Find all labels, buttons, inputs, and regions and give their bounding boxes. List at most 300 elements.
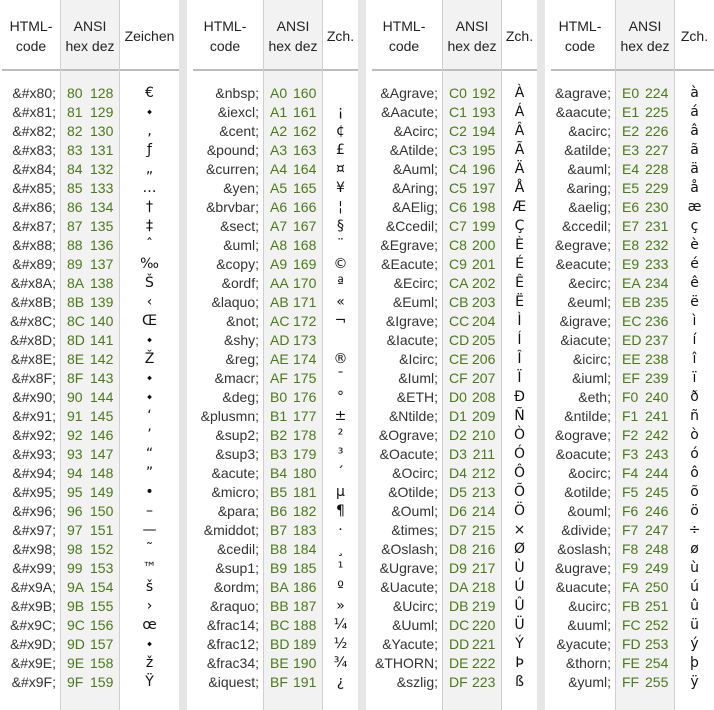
ansi-dec-value: 245 (645, 484, 669, 500)
ansi-dec-value: 140 (90, 313, 114, 329)
character-glyph: Ø (513, 541, 526, 557)
html-code-cell: &Uacute; (380, 579, 438, 595)
char-header-label: Zch. (326, 28, 355, 44)
character-glyph: £ (336, 142, 345, 158)
ansi-dec-value: 130 (90, 123, 114, 139)
html-code-cell: &#x8F; (11, 370, 56, 386)
ansi-dec-value: 188 (293, 617, 317, 633)
character-glyph: ¾ (333, 655, 348, 671)
ansi-header-line2: hex dez (65, 38, 115, 54)
html-code-cell: &oslash; (557, 541, 611, 557)
ansi-cell (61, 388, 119, 407)
ansi-dec-value: 158 (90, 655, 114, 671)
ansi-cell (264, 483, 322, 502)
ansi-cell (616, 521, 674, 540)
ansi-dec-value: 196 (472, 161, 496, 177)
ansi-dec-value: 234 (645, 275, 669, 291)
character-glyph: Ï (517, 370, 522, 386)
ansi-cell (61, 445, 119, 464)
ansi-hex-value: 8B (67, 294, 85, 310)
ansi-cell (443, 635, 501, 654)
html-code-cell: &otilde; (564, 484, 611, 500)
ansi-dec-value: 170 (293, 275, 317, 291)
ansi-hex-value: CE (449, 351, 469, 367)
ansi-dec-value: 162 (293, 123, 317, 139)
header-rule (372, 69, 442, 71)
html-code-cell: &#x9B; (10, 598, 56, 614)
ansi-dec-value: 173 (293, 332, 317, 348)
character-glyph: » (336, 598, 345, 614)
ansi-hex-value: C6 (449, 199, 467, 215)
ansi-hex-value: 98 (67, 541, 83, 557)
ansi-cell (443, 521, 501, 540)
html-code-cell: &#x83; (12, 142, 56, 158)
ansi-column (60, 0, 120, 710)
character-glyph: ô (690, 465, 699, 481)
ansi-dec-value: 154 (90, 579, 114, 595)
character-glyph: µ (336, 484, 345, 500)
ansi-hex-value: E0 (622, 85, 640, 101)
ansi-cell (443, 616, 501, 635)
html-code-cell: &iuml; (572, 370, 611, 386)
html-code-cell: &ograve; (554, 427, 611, 443)
character-glyph: Ð (514, 389, 525, 405)
ansi-dec-value: 146 (90, 427, 114, 443)
ansi-dec-value: 142 (90, 351, 114, 367)
character-glyph: Ö (513, 503, 526, 519)
character-glyph: × (513, 522, 526, 538)
character-glyph: ¡ (337, 104, 344, 120)
ansi-hex-value: E5 (622, 180, 640, 196)
character-glyph: ‘ (147, 408, 152, 424)
html-code-cell: &macr; (214, 370, 259, 386)
ansi-cell (616, 578, 674, 597)
ansi-cell (616, 540, 674, 559)
header-rule (502, 69, 537, 71)
ansi-cell (61, 141, 119, 160)
ansi-hex-value: 99 (67, 560, 83, 576)
ansi-dec-value: 134 (90, 199, 114, 215)
ansi-hex-value: D4 (449, 465, 467, 481)
character-glyph: Þ (515, 655, 524, 671)
character-glyph: « (336, 294, 345, 310)
character-glyph: È (515, 237, 524, 253)
ansi-dec-value: 208 (472, 389, 496, 405)
ansi-column (615, 0, 675, 710)
html-code-cell: &#x9F; (11, 674, 56, 690)
html-code-cell: &#x9D; (10, 636, 56, 652)
ansi-cell (264, 312, 322, 331)
ansi-cell (616, 369, 674, 388)
html-code-cell: &Ntilde; (388, 408, 438, 424)
html-code-cell: &para; (217, 503, 259, 519)
ansi-cell (616, 122, 674, 141)
ansi-dec-value: 220 (472, 617, 496, 633)
header-rule (323, 69, 358, 71)
character-glyph: õ (690, 484, 699, 500)
ansi-dec-value: 211 (472, 446, 495, 462)
ansi-cell (264, 369, 322, 388)
html-code-cell: &ugrave; (554, 560, 611, 576)
ansi-cell (61, 407, 119, 426)
ansi-cell (264, 616, 322, 635)
ansi-header (616, 16, 674, 56)
ansi-hex-value: F2 (622, 427, 639, 443)
character-glyph: ® (333, 351, 348, 367)
html-code-cell: &Euml; (392, 294, 438, 310)
ansi-dec-value: 228 (645, 161, 669, 177)
ansi-hex-value: A5 (270, 180, 288, 196)
ansi-dec-value: 244 (645, 465, 669, 481)
html-code-cell: &Ucirc; (392, 598, 438, 614)
ansi-cell (443, 445, 501, 464)
ansi-hex-value: BF (270, 674, 288, 690)
ansi-dec-value: 186 (293, 579, 317, 595)
ansi-cell (264, 350, 322, 369)
ansi-hex-value: 9E (67, 655, 85, 671)
ansi-hex-value: A6 (270, 199, 288, 215)
html-code-cell: &Oacute; (379, 446, 438, 462)
ansi-hex-value: 9A (67, 579, 85, 595)
character-glyph: › (146, 598, 153, 614)
html-code-cell: &#x87; (12, 218, 56, 234)
ansi-hex-value: D1 (449, 408, 467, 424)
ansi-hex-value: B5 (270, 484, 288, 500)
character-glyph: • (145, 484, 154, 500)
html-code-cell: &Ugrave; (379, 560, 438, 576)
html-code-cell: &Ecirc; (393, 275, 438, 291)
character-glyph: ï (692, 370, 697, 386)
ansi-dec-value: 225 (645, 104, 669, 120)
ansi-dec-value: 218 (472, 579, 496, 595)
ansi-dec-value: 223 (472, 674, 496, 690)
ansi-dec-value: 145 (90, 408, 114, 424)
ansi-cell (61, 293, 119, 312)
ansi-cell (61, 635, 119, 654)
html-code-cell: &ETH; (396, 389, 438, 405)
ansi-cell (616, 502, 674, 521)
html-code-header-line2: code (388, 38, 420, 54)
ansi-header (61, 16, 119, 56)
character-glyph: Ü (514, 617, 525, 633)
html-code-cell: &pound; (206, 142, 259, 158)
ansi-hex-value: 90 (67, 389, 83, 405)
ansi-header-line2: hex dez (447, 38, 497, 54)
ansi-column (442, 0, 502, 710)
html-code-cell: &#x94; (12, 465, 56, 481)
character-glyph: ç (690, 218, 699, 234)
html-code-cell: &Acirc; (393, 123, 438, 139)
char-header-label: Zch. (505, 28, 534, 44)
ansi-cell (443, 255, 501, 274)
ansi-hex-value: BB (270, 598, 289, 614)
html-code-cell: &shy; (223, 332, 259, 348)
ansi-hex-value: B4 (270, 465, 288, 481)
html-code-cell: &#x8A; (10, 275, 56, 291)
character-glyph: ß (515, 674, 524, 690)
ansi-dec-value: 164 (293, 161, 317, 177)
html-code-cell: &frac12; (206, 636, 259, 652)
html-code-cell: &#x84; (12, 161, 56, 177)
ansi-header (264, 16, 322, 56)
ansi-hex-value: 88 (67, 237, 83, 253)
character-glyph: Õ (513, 484, 526, 500)
character-glyph: ˜ (146, 541, 153, 557)
html-code-cell: &Otilde; (388, 484, 438, 500)
ansi-cell (443, 502, 501, 521)
ansi-hex-value: F3 (622, 446, 639, 462)
ansi-hex-value: C0 (449, 85, 467, 101)
char-column (675, 0, 714, 710)
ansi-hex-value: D2 (449, 427, 467, 443)
character-glyph: ä (690, 161, 699, 177)
html-code-cell: &nbsp; (215, 85, 259, 101)
ansi-hex-value: 8C (67, 313, 85, 329)
character-glyph: ó (690, 446, 699, 462)
ansi-cell (443, 426, 501, 445)
ansi-hex-value: A2 (270, 123, 288, 139)
html-code-cell: &Agrave; (380, 85, 438, 101)
ansi-dec-value: 197 (472, 180, 496, 196)
ansi-cell (61, 521, 119, 540)
ansi-dec-value: 175 (293, 370, 317, 386)
character-glyph: ì (692, 313, 697, 329)
header-rule (443, 69, 501, 71)
ansi-cell (443, 369, 501, 388)
html-code-cell: &ccedil; (561, 218, 611, 234)
ansi-cell (443, 84, 501, 103)
character-glyph: Ì (517, 313, 522, 329)
ansi-cell (264, 502, 322, 521)
ansi-cell (264, 198, 322, 217)
ansi-dec-value: 181 (293, 484, 317, 500)
ansi-cell (616, 673, 674, 692)
ansi-cell (264, 141, 322, 160)
ansi-cell (443, 331, 501, 350)
ansi-dec-value: 133 (90, 180, 114, 196)
ansi-cell (443, 350, 501, 369)
column-separator (358, 0, 366, 710)
character-glyph (323, 331, 358, 350)
html-code-cell: &Ograve; (378, 427, 438, 443)
html-code-cell: &#x97; (12, 522, 56, 538)
character-glyph: æ (687, 199, 702, 215)
ansi-dec-value: 168 (293, 237, 317, 253)
character-glyph: § (337, 218, 344, 234)
ansi-dec-value: 135 (90, 218, 114, 234)
ansi-header-line2: hex dez (620, 38, 670, 54)
html-code-cell: &cent; (219, 123, 259, 139)
ansi-cell (264, 578, 322, 597)
ansi-hex-value: 96 (67, 503, 83, 519)
ansi-cell (61, 331, 119, 350)
ansi-hex-value: BA (270, 579, 289, 595)
ansi-dec-value: 183 (293, 522, 317, 538)
html-code-header-line2: code (209, 38, 241, 54)
ansi-dec-value: 252 (645, 617, 669, 633)
ansi-cell (264, 673, 322, 692)
html-code-cell: &yuml; (568, 674, 611, 690)
html-code-cell: &eth; (578, 389, 611, 405)
ansi-hex-value: F9 (622, 560, 639, 576)
block-2 (187, 0, 358, 710)
char-header (120, 26, 179, 46)
ansi-dec-value: 148 (90, 465, 114, 481)
ansi-hex-value: DD (449, 636, 470, 652)
html-code-cell: &Yacute; (382, 636, 438, 652)
html-code-cell: &Eacute; (381, 256, 438, 272)
ansi-hex-value: E6 (622, 199, 640, 215)
character-glyph: Š (145, 275, 154, 291)
character-glyph: Œ (142, 313, 157, 329)
html-code-cell: &#x99; (12, 560, 56, 576)
ansi-hex-value: 92 (67, 427, 83, 443)
char-header (502, 26, 537, 46)
character-glyph: ‡ (146, 218, 153, 234)
html-code-cell: &#x8B; (10, 294, 56, 310)
html-code-cell: &auml; (567, 161, 611, 177)
html-code-cell: &#x88; (12, 237, 56, 253)
ansi-cell (61, 426, 119, 445)
ansi-hex-value: B0 (270, 389, 288, 405)
ansi-header (443, 16, 501, 56)
ansi-cell (616, 616, 674, 635)
html-code-cell: &#x85; (12, 180, 56, 196)
ansi-hex-value: 87 (67, 218, 83, 234)
character-glyph: ê (690, 275, 699, 291)
ansi-cell (264, 236, 322, 255)
ansi-dec-value: 239 (645, 370, 669, 386)
ansi-dec-value: 246 (645, 503, 669, 519)
ansi-dec-value: 160 (293, 85, 317, 101)
html-code-cell: &frac34; (206, 655, 259, 671)
ansi-hex-value: DE (449, 655, 469, 671)
character-glyph: © (333, 256, 348, 272)
ansi-cell (264, 331, 322, 350)
ansi-hex-value: ED (622, 332, 642, 348)
ansi-hex-value: 8D (67, 332, 85, 348)
ansi-hex-value: C9 (449, 256, 467, 272)
ansi-cell (443, 654, 501, 673)
character-glyph: Ë (515, 294, 524, 310)
ansi-dec-value: 238 (645, 351, 669, 367)
character-glyph: ⬩ (146, 370, 153, 386)
html-code-header (366, 16, 442, 56)
ansi-dec-value: 255 (645, 674, 669, 690)
ansi-hex-value: DB (449, 598, 469, 614)
character-glyph: ¦ (338, 199, 343, 215)
ansi-cell (616, 388, 674, 407)
character-glyph: î (692, 351, 697, 367)
ansi-dec-value: 138 (90, 275, 114, 291)
ansi-dec-value: 177 (293, 408, 317, 424)
character-glyph: Í (517, 332, 522, 348)
ansi-cell (443, 160, 501, 179)
html-code-cell: &Ocirc; (392, 465, 438, 481)
ansi-cell (616, 312, 674, 331)
character-glyph: ž (145, 655, 154, 671)
ansi-hex-value: A9 (270, 256, 288, 272)
character-glyph: ø (690, 541, 699, 557)
character-glyph: ë (690, 294, 699, 310)
character-glyph: ÷ (688, 522, 701, 538)
character-glyph: ÿ (690, 674, 699, 690)
char-header-label: Zch. (680, 28, 709, 44)
header-rule (61, 69, 119, 71)
character-glyph: ¬ (334, 313, 347, 329)
html-code-cell: &aelig; (568, 199, 611, 215)
ansi-dec-value: 128 (90, 85, 114, 101)
html-code-cell: &#x98; (12, 541, 56, 557)
ansi-hex-value: D3 (449, 446, 467, 462)
character-glyph: ™ (142, 560, 157, 576)
ansi-hex-value: C7 (449, 218, 467, 234)
html-code-cell: &euml; (567, 294, 611, 310)
ansi-hex-value: 9F (67, 674, 84, 690)
character-glyph: ´ (337, 465, 344, 481)
ansi-hex-value: 8F (67, 370, 84, 386)
ansi-dec-value: 249 (645, 560, 669, 576)
ansi-dec-value: 236 (645, 313, 669, 329)
character-glyph: · (338, 522, 343, 538)
character-glyph: Ý (515, 636, 524, 652)
html-code-cell: &yen; (223, 180, 259, 196)
ansi-hex-value: DA (449, 579, 469, 595)
ansi-dec-value: 191 (293, 674, 317, 690)
ansi-hex-value: A4 (270, 161, 288, 177)
character-glyph: ⬩ (146, 389, 153, 405)
ansi-cell (616, 217, 674, 236)
ansi-cell (264, 540, 322, 559)
ansi-dec-value: 129 (90, 104, 114, 120)
ansi-cell (264, 103, 322, 122)
html-code-column (366, 0, 442, 710)
ansi-hex-value: AD (270, 332, 290, 348)
ansi-dec-value: 159 (90, 674, 114, 690)
html-code-cell: &aacute; (555, 104, 611, 120)
html-code-cell: &#x89; (12, 256, 56, 272)
character-glyph: „ (145, 161, 154, 177)
html-code-header-line2: code (15, 38, 47, 54)
html-code-cell: &ordf; (221, 275, 259, 291)
character-glyph: ’ (147, 427, 152, 443)
html-code-cell: &reg; (225, 351, 259, 367)
ansi-dec-value: 240 (645, 389, 669, 405)
character-glyph: ” (145, 465, 154, 481)
ansi-hex-value: FC (622, 617, 641, 633)
ansi-cell (443, 198, 501, 217)
html-code-cell: &#x8E; (10, 351, 56, 367)
ansi-hex-value: A1 (270, 104, 288, 120)
ansi-cell (61, 350, 119, 369)
ansi-cell (61, 464, 119, 483)
ansi-hex-value: D7 (449, 522, 467, 538)
ansi-cell (443, 483, 501, 502)
ansi-dec-value: 224 (645, 85, 669, 101)
character-glyph: ƒ (147, 142, 152, 158)
ansi-cell (61, 217, 119, 236)
character-glyph: ¹ (337, 560, 344, 576)
html-code-cell: &#x81; (12, 104, 56, 120)
html-code-header (2, 16, 60, 56)
html-code-cell: &Atilde; (389, 142, 438, 158)
ansi-cell (61, 369, 119, 388)
ansi-cell (61, 274, 119, 293)
ansi-dec-value: 176 (293, 389, 317, 405)
character-glyph: œ (142, 617, 157, 633)
character-glyph: Ù (514, 560, 525, 576)
ansi-cell (264, 426, 322, 445)
